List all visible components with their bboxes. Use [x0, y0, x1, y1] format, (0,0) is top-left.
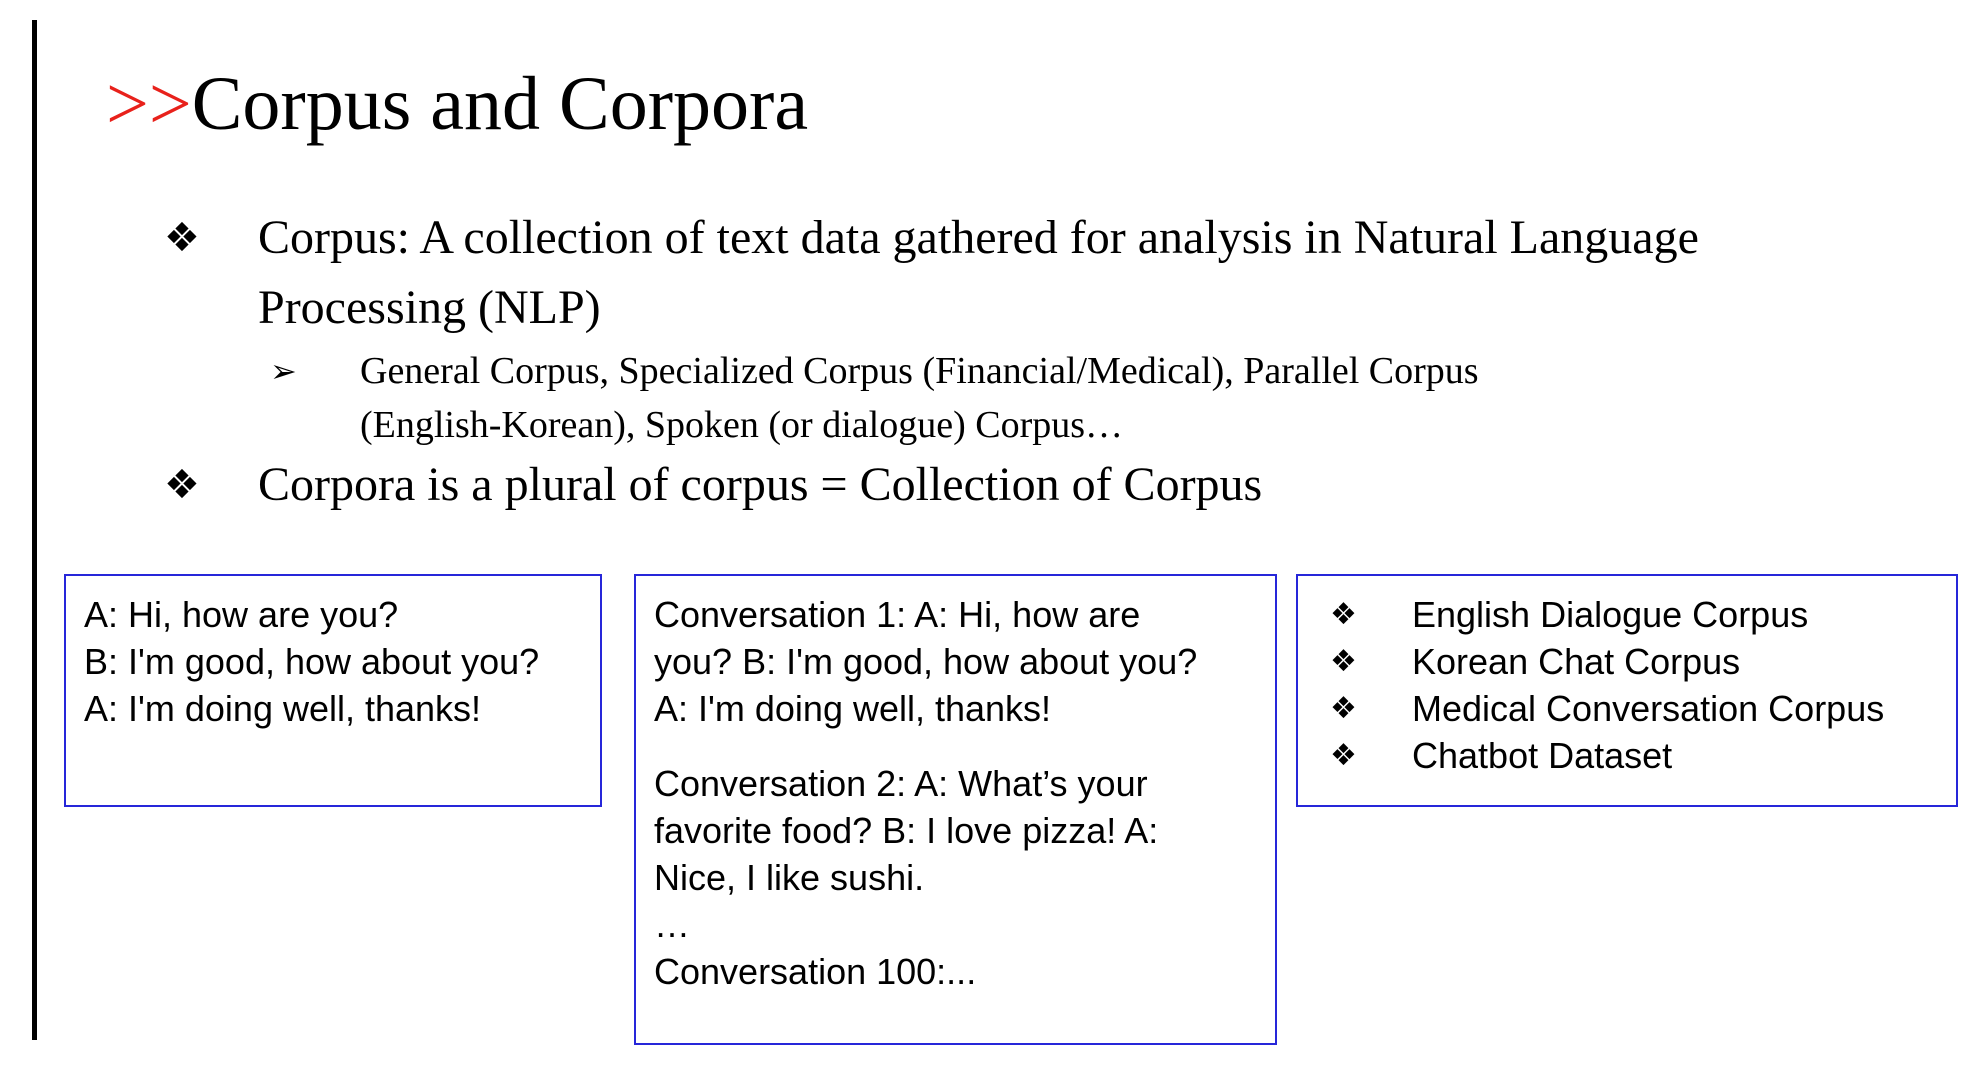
bullet-corpus-definition — [164, 203, 1864, 343]
conversation-line: favorite food? B: I love pizza! A: — [654, 810, 1159, 851]
bullet-text-line-2: Processing (NLP) — [258, 281, 601, 334]
conversation-line: Conversation 100:... — [654, 951, 977, 992]
bullet-text-line-1: Corpus: A collection of text data gathered for analysis in Natural Language — [258, 211, 1699, 264]
sub-bullet-text-line-2: (English-Korean), Spoken (or dialogue) Corpus… — [360, 404, 1124, 446]
ellipsis-line: … — [654, 904, 690, 945]
paragraph-gap — [654, 732, 1257, 760]
dialogue-line: A: Hi, how are you? — [84, 594, 399, 635]
conversation-line: Nice, I like sushi. — [654, 857, 925, 898]
conversation-line: A: I'm doing well, thanks! — [654, 688, 1052, 729]
list-item — [1316, 638, 1938, 685]
conversation-line: you? B: I'm good, how about you? — [654, 641, 1198, 682]
list-item-label: Korean Chat Corpus — [1412, 641, 1741, 682]
single-conversation-box — [64, 574, 602, 807]
diamond-four-icon: ❖ — [164, 462, 200, 508]
list-item-label: English Dialogue Corpus — [1412, 594, 1809, 635]
title-prefix: >> — [106, 62, 192, 146]
arrowhead-icon: ➢ — [270, 352, 297, 390]
left-vertical-rule — [32, 20, 37, 1040]
list-item — [1316, 732, 1938, 779]
list-item-label: Medical Conversation Corpus — [1412, 688, 1885, 729]
conversation-line: Conversation 1: A: Hi, how are — [654, 594, 1141, 635]
dialogue-line: A: I'm doing well, thanks! — [84, 688, 482, 729]
bullet-corpora-definition — [164, 450, 1864, 520]
diamond-four-icon: ❖ — [1330, 597, 1357, 632]
list-item-label: Chatbot Dataset — [1412, 735, 1673, 776]
sub-bullet-text-line-1: General Corpus, Specialized Corpus (Financial/Medical), Parallel Corpus — [360, 350, 1479, 392]
dialogue-line: B: I'm good, how about you? — [84, 641, 540, 682]
diamond-four-icon: ❖ — [1330, 738, 1357, 773]
corpora-list-box — [1296, 574, 1958, 807]
slide-title — [106, 58, 808, 150]
diamond-four-icon: ❖ — [1330, 691, 1357, 726]
list-item — [1316, 685, 1938, 732]
conversation-line: Conversation 2: A: What’s your — [654, 763, 1148, 804]
list-item — [1316, 591, 1938, 638]
diamond-four-icon: ❖ — [164, 215, 200, 261]
bullet-text-line: Corpora is a plural of corpus = Collection of Corpus — [258, 458, 1263, 511]
conversation-collection-box — [634, 574, 1277, 1045]
title-text: Corpus and Corpora — [191, 62, 809, 146]
diamond-four-icon: ❖ — [1330, 644, 1357, 679]
